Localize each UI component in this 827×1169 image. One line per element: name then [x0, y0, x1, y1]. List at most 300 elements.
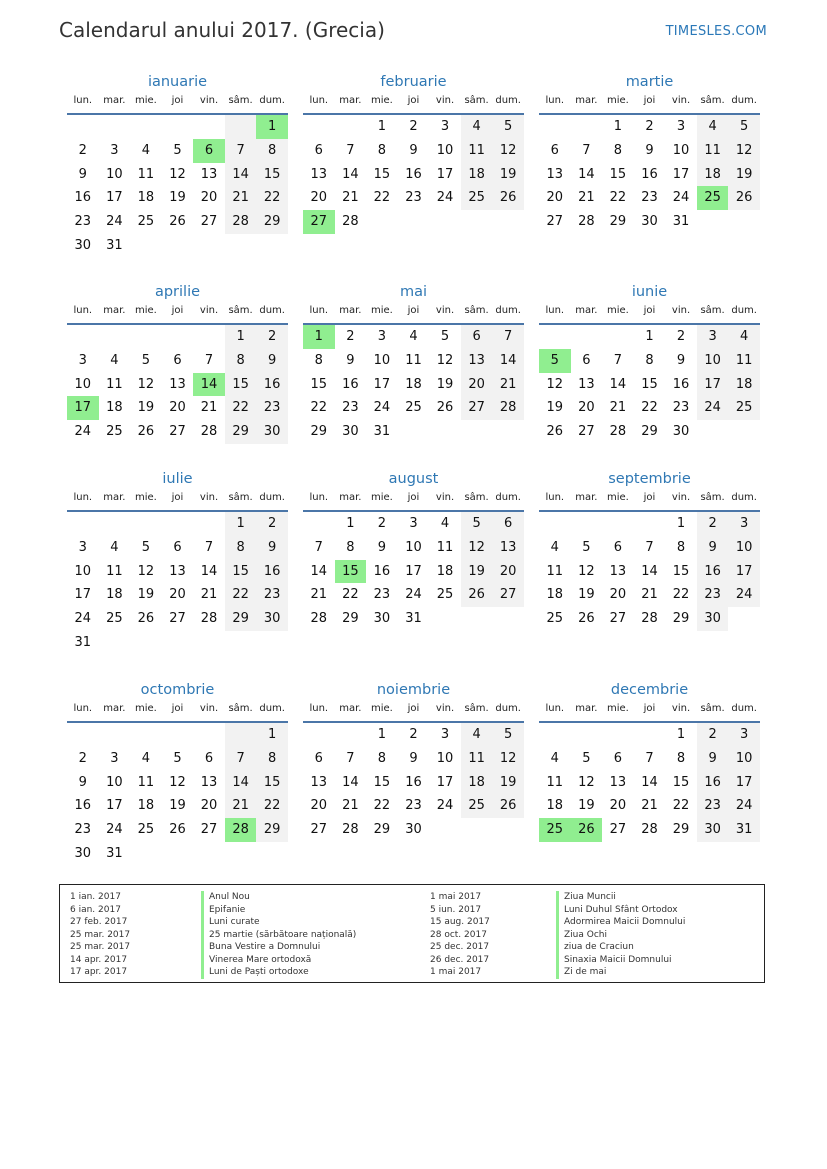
- weekday-label: joi: [407, 703, 420, 714]
- empty-day-cell: [366, 210, 398, 234]
- day-cell: 16: [405, 166, 422, 182]
- day-cell: 23: [342, 400, 359, 416]
- holiday-dates-left: [70, 891, 130, 979]
- day-cell: 13: [461, 349, 493, 373]
- day-cell: 23: [405, 190, 422, 206]
- day-cell: 15: [672, 563, 690, 579]
- weekday-label: mar.: [103, 95, 126, 106]
- day-cell: 12: [169, 774, 186, 790]
- day-cell: 12: [137, 563, 155, 579]
- day-cell: 7: [204, 352, 214, 368]
- weekday-label: joi: [643, 492, 656, 503]
- day-cell: 11: [436, 539, 454, 555]
- weekday-label: sâm.: [700, 95, 725, 106]
- day-cell: 11: [546, 563, 564, 579]
- day-cell: 29: [310, 424, 328, 440]
- day-cell: 30: [74, 845, 92, 861]
- day-cell: 3: [110, 142, 119, 158]
- month-aprilie: [67, 281, 288, 444]
- day-cell: 23: [74, 822, 92, 838]
- day-cell: 4: [697, 115, 729, 139]
- holiday-date: 1 mai 2017: [430, 967, 482, 977]
- day-cell: 24: [106, 822, 123, 838]
- day-cell: 2: [78, 750, 87, 766]
- weekday-label: mar.: [339, 305, 362, 316]
- day-cell: 5: [440, 329, 450, 344]
- day-cell: 28: [200, 424, 218, 440]
- day-cell: 16: [342, 376, 359, 392]
- empty-day-cell: [728, 420, 760, 444]
- month-name: decembrie: [610, 682, 689, 698]
- weekday-header: [539, 93, 760, 115]
- empty-day-cell: [256, 631, 288, 655]
- empty-day-cell: [162, 842, 194, 866]
- day-cell: 14: [641, 563, 658, 579]
- empty-day-cell: [602, 512, 634, 536]
- day-cell: 20: [492, 560, 524, 584]
- day-grid: [67, 115, 288, 258]
- day-grid: [539, 325, 760, 444]
- weekday-label: sâm.: [228, 492, 253, 503]
- day-cell: 5: [582, 750, 591, 766]
- weekday-label: vin.: [435, 703, 455, 714]
- day-cell: 11: [106, 376, 123, 392]
- day-cell: 31: [74, 634, 92, 650]
- day-cell: 19: [492, 163, 524, 187]
- day-cell: 23: [697, 794, 729, 818]
- day-cell: 14: [225, 771, 257, 795]
- holiday-name: Luni curate: [201, 916, 356, 929]
- day-cell: 16: [697, 771, 729, 795]
- weekday-header: [303, 303, 524, 325]
- day-cell: 23: [74, 214, 92, 230]
- day-cell: 13: [200, 774, 218, 790]
- day-cell: 17: [373, 376, 391, 392]
- weekday-label: dum.: [495, 95, 521, 106]
- day-cell: 6: [582, 352, 591, 368]
- empty-day-cell: [539, 115, 571, 139]
- day-cell: 12: [578, 774, 595, 790]
- empty-day-cell: [602, 723, 634, 747]
- weekday-label: sâm.: [228, 95, 253, 106]
- day-cell: 25: [405, 400, 422, 416]
- day-cell: 28: [609, 424, 627, 440]
- day-cell: 10: [436, 750, 454, 766]
- day-cell: 31: [106, 237, 123, 253]
- day-cell: 28: [578, 214, 595, 230]
- weekday-label: lun.: [545, 492, 565, 503]
- day-cell: 15: [672, 774, 690, 790]
- holiday-name: Luni de Paști ortodoxe: [201, 966, 356, 979]
- day-cell: 20: [546, 190, 564, 206]
- weekday-label: vin.: [199, 305, 219, 316]
- day-cell: 4: [141, 142, 151, 158]
- day-cell: 24: [728, 583, 760, 607]
- empty-day-cell: [429, 210, 461, 234]
- holiday-dates-right: [430, 891, 490, 979]
- day-cell: 8: [256, 747, 288, 771]
- day-cell: 11: [546, 774, 564, 790]
- empty-day-cell: [225, 842, 257, 866]
- day-cell: 6: [461, 325, 493, 349]
- day-cell: 13: [200, 166, 218, 182]
- day-cell: 12: [492, 747, 524, 771]
- weekday-label: dum.: [259, 492, 285, 503]
- day-cell: 26: [137, 424, 155, 440]
- weekday-label: joi: [171, 95, 184, 106]
- day-cell: 25: [137, 214, 155, 230]
- day-cell: 21: [641, 587, 658, 603]
- day-cell: 7: [582, 142, 591, 158]
- weekday-header: [539, 490, 760, 512]
- day-cell: 9: [377, 539, 387, 555]
- day-cell: 27: [310, 822, 328, 838]
- day-cell: 21: [225, 794, 257, 818]
- day-cell: 26: [492, 186, 524, 210]
- day-cell: 23: [256, 396, 288, 420]
- holiday-day-cell: 28: [225, 818, 257, 842]
- holiday-name: 25 martie (sărbătoare națională): [201, 929, 356, 942]
- day-cell: 17: [106, 190, 123, 206]
- day-cell: 1: [225, 512, 257, 536]
- day-cell: 1: [225, 325, 257, 349]
- day-grid: [539, 512, 760, 631]
- day-cell: 4: [110, 352, 119, 368]
- day-cell: 16: [256, 373, 288, 397]
- day-cell: 13: [609, 563, 627, 579]
- empty-day-cell: [602, 325, 634, 349]
- brand-logo-text[interactable]: TIMESLES.COM: [665, 24, 767, 39]
- day-cell: 14: [342, 774, 359, 790]
- day-cell: 3: [440, 727, 450, 742]
- day-cell: 20: [169, 587, 186, 603]
- weekday-label: mie.: [134, 95, 157, 106]
- day-cell: 4: [550, 539, 559, 555]
- month-februarie: [303, 71, 524, 234]
- empty-day-cell: [571, 325, 603, 349]
- weekday-label: mar.: [339, 703, 362, 714]
- day-cell: 15: [641, 376, 658, 392]
- day-cell: 20: [609, 587, 627, 603]
- month-name: iulie: [162, 471, 193, 487]
- month-octombrie: [67, 679, 288, 866]
- day-cell: 10: [436, 142, 454, 158]
- weekday-label: sâm.: [228, 703, 253, 714]
- day-cell: 24: [74, 611, 92, 627]
- day-cell: 30: [342, 424, 359, 440]
- day-cell: 29: [672, 822, 690, 838]
- day-cell: 22: [256, 186, 288, 210]
- empty-day-cell: [162, 631, 194, 655]
- day-cell: 7: [225, 747, 257, 771]
- day-cell: 18: [405, 376, 422, 392]
- day-cell: 16: [697, 560, 729, 584]
- holiday-name: Adormirea Maicii Domnului: [556, 916, 685, 929]
- day-cell: 22: [256, 794, 288, 818]
- day-cell: 11: [106, 563, 123, 579]
- day-cell: 25: [137, 822, 155, 838]
- empty-day-cell: [697, 210, 729, 234]
- weekday-label: mar.: [339, 492, 362, 503]
- holiday-day-cell: 25: [539, 818, 571, 842]
- weekday-label: mar.: [575, 305, 598, 316]
- empty-day-cell: [225, 723, 257, 747]
- weekday-label: dum.: [731, 95, 757, 106]
- day-cell: 12: [169, 166, 186, 182]
- weekday-label: mie.: [606, 95, 629, 106]
- day-cell: 29: [342, 611, 359, 627]
- holiday-name: Ziua Muncii: [556, 891, 685, 904]
- weekday-label: lun.: [73, 305, 93, 316]
- day-cell: 28: [641, 611, 658, 627]
- empty-day-cell: [571, 723, 603, 747]
- day-cell: 24: [436, 190, 454, 206]
- weekday-label: sâm.: [700, 703, 725, 714]
- day-cell: 4: [141, 750, 151, 766]
- day-cell: 21: [609, 400, 627, 416]
- day-cell: 27: [609, 822, 627, 838]
- empty-day-cell: [303, 115, 335, 139]
- empty-day-cell: [193, 325, 225, 349]
- holiday-date: 14 apr. 2017: [70, 954, 128, 965]
- weekday-label: lun.: [309, 305, 329, 316]
- day-cell: 28: [342, 214, 359, 230]
- day-cell: 19: [461, 560, 493, 584]
- empty-day-cell: [67, 512, 99, 536]
- month-name: mai: [399, 284, 428, 300]
- day-cell: 4: [461, 115, 493, 139]
- day-cell: 6: [613, 750, 623, 766]
- empty-day-cell: [193, 723, 225, 747]
- day-cell: 16: [405, 774, 422, 790]
- day-cell: 12: [436, 352, 454, 368]
- weekday-label: lun.: [545, 703, 565, 714]
- day-cell: 15: [310, 376, 328, 392]
- weekday-label: dum.: [495, 703, 521, 714]
- day-cell: 3: [377, 329, 387, 344]
- day-cell: 19: [436, 376, 454, 392]
- empty-day-cell: [697, 420, 729, 444]
- day-cell: 23: [405, 798, 422, 814]
- day-cell: 30: [405, 822, 422, 838]
- day-cell: 20: [310, 190, 328, 206]
- day-cell: 30: [697, 607, 729, 631]
- weekday-label: lun.: [545, 305, 565, 316]
- holidays-list: [59, 884, 765, 983]
- weekday-label: joi: [171, 492, 184, 503]
- day-cell: 8: [676, 539, 686, 555]
- day-cell: 29: [225, 420, 257, 444]
- day-cell: 31: [672, 214, 690, 230]
- day-cell: 8: [314, 352, 323, 368]
- day-cell: 6: [173, 352, 182, 368]
- day-cell: 12: [728, 139, 760, 163]
- day-cell: 13: [546, 166, 564, 182]
- weekday-header: [303, 93, 524, 115]
- weekday-label: vin.: [435, 305, 455, 316]
- day-cell: 20: [310, 798, 328, 814]
- holiday-name: ziua de Craciun: [556, 941, 685, 954]
- holiday-day-cell: 1: [303, 325, 335, 349]
- weekday-label: joi: [643, 305, 656, 316]
- day-cell: 27: [578, 424, 595, 440]
- day-cell: 5: [173, 750, 182, 766]
- day-cell: 13: [169, 376, 186, 392]
- month-name: septembrie: [608, 471, 691, 487]
- holiday-day-cell: 26: [571, 818, 603, 842]
- empty-day-cell: [461, 210, 493, 234]
- day-cell: 10: [697, 349, 729, 373]
- day-cell: 25: [436, 587, 454, 603]
- day-cell: 21: [310, 587, 328, 603]
- day-cell: 25: [461, 186, 493, 210]
- holiday-day-cell: 5: [539, 349, 571, 373]
- day-cell: 21: [492, 373, 524, 397]
- day-cell: 20: [578, 400, 595, 416]
- day-cell: 17: [106, 798, 123, 814]
- weekday-label: joi: [407, 95, 420, 106]
- day-cell: 8: [225, 536, 257, 560]
- day-cell: 28: [342, 822, 359, 838]
- holiday-date: 27 feb. 2017: [70, 917, 128, 927]
- day-cell: 27: [169, 424, 186, 440]
- day-cell: 7: [346, 750, 355, 766]
- day-cell: 1: [645, 329, 654, 344]
- day-cell: 13: [578, 376, 595, 392]
- month-name: martie: [625, 74, 674, 90]
- weekday-label: sâm.: [464, 492, 489, 503]
- day-cell: 27: [492, 583, 524, 607]
- day-cell: 22: [225, 583, 257, 607]
- day-cell: 3: [728, 512, 760, 536]
- weekday-label: vin.: [435, 95, 455, 106]
- day-cell: 22: [672, 587, 690, 603]
- day-cell: 8: [377, 750, 387, 766]
- day-cell: 11: [137, 774, 155, 790]
- day-grid: [303, 115, 524, 234]
- weekday-label: lun.: [73, 492, 93, 503]
- day-cell: 20: [200, 798, 218, 814]
- day-cell: 15: [609, 166, 627, 182]
- empty-day-cell: [256, 234, 288, 258]
- day-cell: 28: [310, 611, 328, 627]
- day-cell: 11: [461, 747, 493, 771]
- month-name: octombrie: [140, 682, 215, 698]
- day-cell: 26: [461, 583, 493, 607]
- day-cell: 19: [169, 798, 186, 814]
- weekday-label: lun.: [545, 95, 565, 106]
- day-cell: 19: [578, 587, 595, 603]
- month-name: noiembrie: [376, 682, 451, 698]
- weekday-label: vin.: [671, 703, 691, 714]
- day-cell: 22: [342, 587, 359, 603]
- weekday-label: sâm.: [464, 305, 489, 316]
- page-title: Calendarul anului 2017. (Grecia): [59, 18, 385, 42]
- day-cell: 11: [697, 139, 729, 163]
- weekday-label: joi: [643, 703, 656, 714]
- day-cell: 30: [697, 818, 729, 842]
- day-cell: 11: [461, 139, 493, 163]
- day-cell: 10: [405, 539, 422, 555]
- empty-day-cell: [162, 723, 194, 747]
- day-cell: 25: [461, 794, 493, 818]
- weekday-header: [539, 303, 760, 325]
- day-cell: 9: [409, 142, 418, 158]
- empty-day-cell: [571, 115, 603, 139]
- empty-day-cell: [303, 512, 335, 536]
- day-cell: 2: [409, 119, 418, 134]
- day-cell: 23: [256, 583, 288, 607]
- day-cell: 7: [492, 325, 524, 349]
- empty-day-cell: [398, 420, 430, 444]
- weekday-label: mie.: [370, 305, 393, 316]
- day-cell: 18: [697, 163, 729, 187]
- day-cell: 29: [256, 210, 288, 234]
- weekday-label: mie.: [134, 492, 157, 503]
- month-ianuarie: [67, 71, 288, 258]
- empty-day-cell: [225, 115, 257, 139]
- day-cell: 1: [676, 727, 686, 742]
- day-cell: 24: [74, 424, 92, 440]
- day-cell: 21: [342, 190, 359, 206]
- day-cell: 3: [409, 516, 418, 531]
- day-cell: 8: [346, 539, 355, 555]
- day-cell: 8: [377, 142, 387, 158]
- day-cell: 29: [225, 607, 257, 631]
- day-cell: 3: [728, 723, 760, 747]
- day-cell: 2: [256, 512, 288, 536]
- day-cell: 2: [256, 325, 288, 349]
- day-cell: 13: [310, 166, 328, 182]
- month-iunie: [539, 281, 760, 444]
- day-cell: 26: [169, 214, 186, 230]
- day-cell: 1: [613, 119, 623, 134]
- day-cell: 5: [141, 539, 151, 555]
- day-cell: 30: [256, 607, 288, 631]
- weekday-label: vin.: [199, 492, 219, 503]
- day-cell: 7: [346, 142, 355, 158]
- empty-day-cell: [67, 325, 99, 349]
- empty-day-cell: [162, 325, 194, 349]
- day-cell: 24: [373, 400, 391, 416]
- empty-day-cell: [539, 512, 571, 536]
- day-cell: 5: [582, 539, 591, 555]
- weekday-label: vin.: [199, 95, 219, 106]
- empty-day-cell: [162, 234, 194, 258]
- day-cell: 29: [641, 424, 658, 440]
- day-cell: 23: [697, 583, 729, 607]
- day-cell: 4: [440, 516, 450, 531]
- empty-day-cell: [335, 115, 367, 139]
- day-cell: 20: [461, 373, 493, 397]
- day-cell: 7: [613, 352, 623, 368]
- day-cell: 4: [550, 750, 559, 766]
- day-cell: 7: [645, 539, 654, 555]
- weekday-label: vin.: [199, 703, 219, 714]
- weekday-label: joi: [643, 95, 656, 106]
- day-cell: 30: [373, 611, 391, 627]
- day-cell: 8: [225, 349, 257, 373]
- holiday-day-cell: 25: [697, 186, 729, 210]
- day-cell: 31: [728, 818, 760, 842]
- day-cell: 3: [78, 352, 87, 368]
- day-cell: 16: [74, 798, 92, 814]
- day-cell: 22: [609, 190, 627, 206]
- empty-day-cell: [193, 842, 225, 866]
- weekday-label: mie.: [370, 95, 393, 106]
- day-cell: 8: [256, 139, 288, 163]
- weekday-label: lun.: [309, 95, 329, 106]
